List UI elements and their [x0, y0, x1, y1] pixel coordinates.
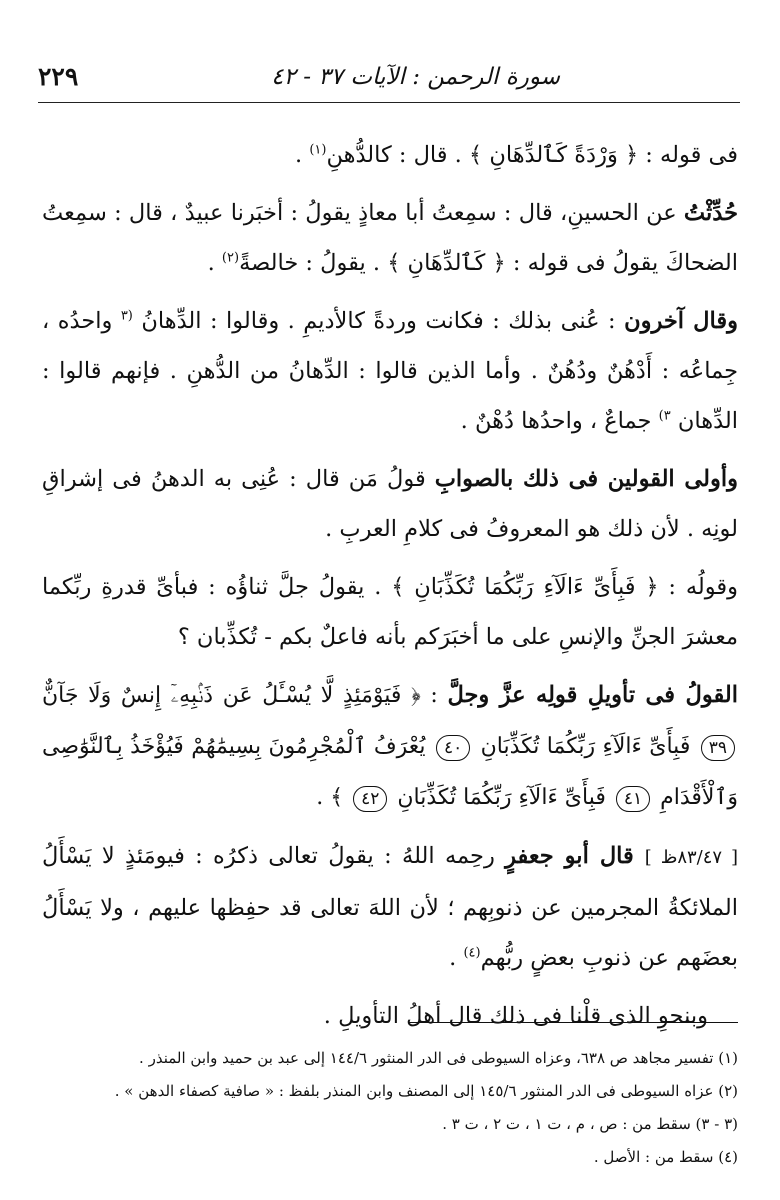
paragraph-text: قولُ مَن قال : عُنِى به الدهنُ فى إشراقِ لونِه . لأن ذلك هو المعروفُ فى كلامِ العربِ .	[42, 466, 738, 542]
paragraph	[42, 188, 738, 288]
footnote-ref: (٤)	[463, 945, 481, 961]
footnote: (٢) عزاه السيوطى فى الدر المنثور ١٤٥/٦ إلى المصنف وابن المنذر بلفظ : « صافية كصفاء الدهن » .	[114, 1082, 738, 1100]
quran-passage	[42, 670, 738, 823]
paragraph-lead: قال أبو جعفرٍ	[505, 843, 645, 869]
verse-number: ٤١	[616, 786, 650, 812]
quran-text: يُعْرَفُ ٱلْمُجْرِمُونَ بِسِيمَٰهُمْ فَيُؤْخَذُ بِٱلنَّوَٰصِى وَٱلْأَقْدَامِ	[42, 734, 738, 810]
paragraph-text: جماعٌ ، واحدُها دُهْنٌ .	[460, 408, 659, 434]
paragraph-text: : عُنى بذلك : فكانت وردةً كالأديمِ . وقالوا : الدِّهانُ	[132, 308, 625, 334]
footnotes	[42, 1042, 738, 1174]
footnote-divider	[408, 1022, 738, 1023]
quran-text: : ﴿ فَيَوْمَئِذٍ لَّا يُسْـَٔلُ عَن ذَنۢبِهِۦٓ إِنسٌ وَلَا جَآنٌّ	[42, 683, 448, 708]
paragraph-text: وقولُه : ﴿ فَبِأَىِّ ءَالَآءِ رَبِّكُمَا تُكَذِّبَانِ ﴾ . يقولُ جلَّ ثناؤُه : فبأىِّ قدرةِ ربِّكما معشرَ الجنِّ والإنسِ على ما أخبَرَكم بأنه فاعلٌ بكم - تُكذِّبان ؟	[42, 574, 738, 650]
quran-text: ﴾ .	[316, 785, 351, 810]
paragraph-end: .	[207, 250, 222, 276]
paragraph-text: فى قوله : ﴿ وَرْدَةً كَٱلدِّهَانِ ﴾ . قال : كالدُّهنِ	[326, 142, 738, 168]
paragraph-text: واحدُه ، جِماعُه : أَدْهُنٌ ودُهُنٌ . وأما الذين قالوا : الدِّهانُ من الدُّهنِ . فإنهم قالوا : الدِّهان	[42, 308, 738, 434]
paragraph-lead: وقال آخرون	[624, 308, 738, 334]
paragraph	[42, 831, 738, 983]
paragraph	[42, 562, 738, 662]
paragraph-text: رحِمه اللهُ : يقولُ تعالى ذكرُه : فيومَئذٍ لا يَسْأَلُ الملائكةُ المجرمين عن ذنوبِهم ؛ لأن اللهَ تعالى قد حفِظها عليهم ، ولا يَسْأَلُ بعضَهم عن ذنوبِ بعضٍ ربُّهم	[42, 843, 738, 971]
paragraph-lead: القولُ فى تأويلِ قولِه عزَّ وجلَّ	[447, 682, 738, 708]
paragraph	[42, 991, 738, 1041]
paragraph-end: .	[295, 142, 310, 168]
paragraph-text: عن الحسينِ، قال : سمِعتُ أبا معاذٍ يقولُ : أخبَرنا عبيدٌ ، قال : سمِعتُ الضحاكَ يقولُ فى قوله : ﴿ كَٱلدِّهَانِ ﴾ . يقولُ : خالصةً	[42, 200, 738, 276]
paragraph	[42, 454, 738, 554]
paragraph-end: .	[449, 945, 464, 971]
verse-number: ٣٩	[701, 735, 735, 761]
paragraph-lead: حُدِّثْتُ	[683, 200, 738, 226]
verse-number: ٤٠	[436, 735, 470, 761]
page-body	[42, 130, 738, 1049]
manuscript-ref: [ ٨٣/٤٧ظ ]	[644, 847, 739, 868]
paragraph-text: وبنحوِ الذى قلْنا فى ذلك قال أهلُ التأويلِ .	[323, 1003, 708, 1029]
verse-number: ٤٢	[353, 786, 387, 812]
footnote-ref: (٣	[120, 308, 133, 324]
paragraph	[42, 130, 738, 180]
footnote-ref: (١)	[309, 142, 327, 158]
page-number: ٢٢٩	[38, 62, 79, 91]
footnote: (٤) سقط من : الأصل .	[593, 1148, 738, 1166]
paragraph	[42, 296, 738, 446]
footnote: (٣ - ٣) سقط من : ص ، م ، ت ١ ، ت ٢ ، ت ٣ .	[442, 1115, 738, 1133]
paragraph-lead: وأولى القولين فى ذلك بالصوابِ	[434, 466, 738, 492]
footnote: (١) تفسير مجاهد ص ٦٣٨، وعزاه السيوطى فى الدر المنثور ١٤٤/٦ إلى عبد بن حميد وابن المنذر .	[139, 1049, 738, 1067]
footnote-ref: ٣)	[658, 408, 671, 424]
page-header	[38, 62, 740, 103]
running-title: سورة الرحمن : الآيات ٣٧ - ٤٢	[271, 64, 560, 90]
quran-text: فَبِأَىِّ ءَالَآءِ رَبِّكُمَا تُكَذِّبَانِ	[390, 785, 613, 810]
quran-text: فَبِأَىِّ ءَالَآءِ رَبِّكُمَا تُكَذِّبَانِ	[473, 734, 698, 759]
footnote-ref: (٢)	[221, 250, 240, 266]
